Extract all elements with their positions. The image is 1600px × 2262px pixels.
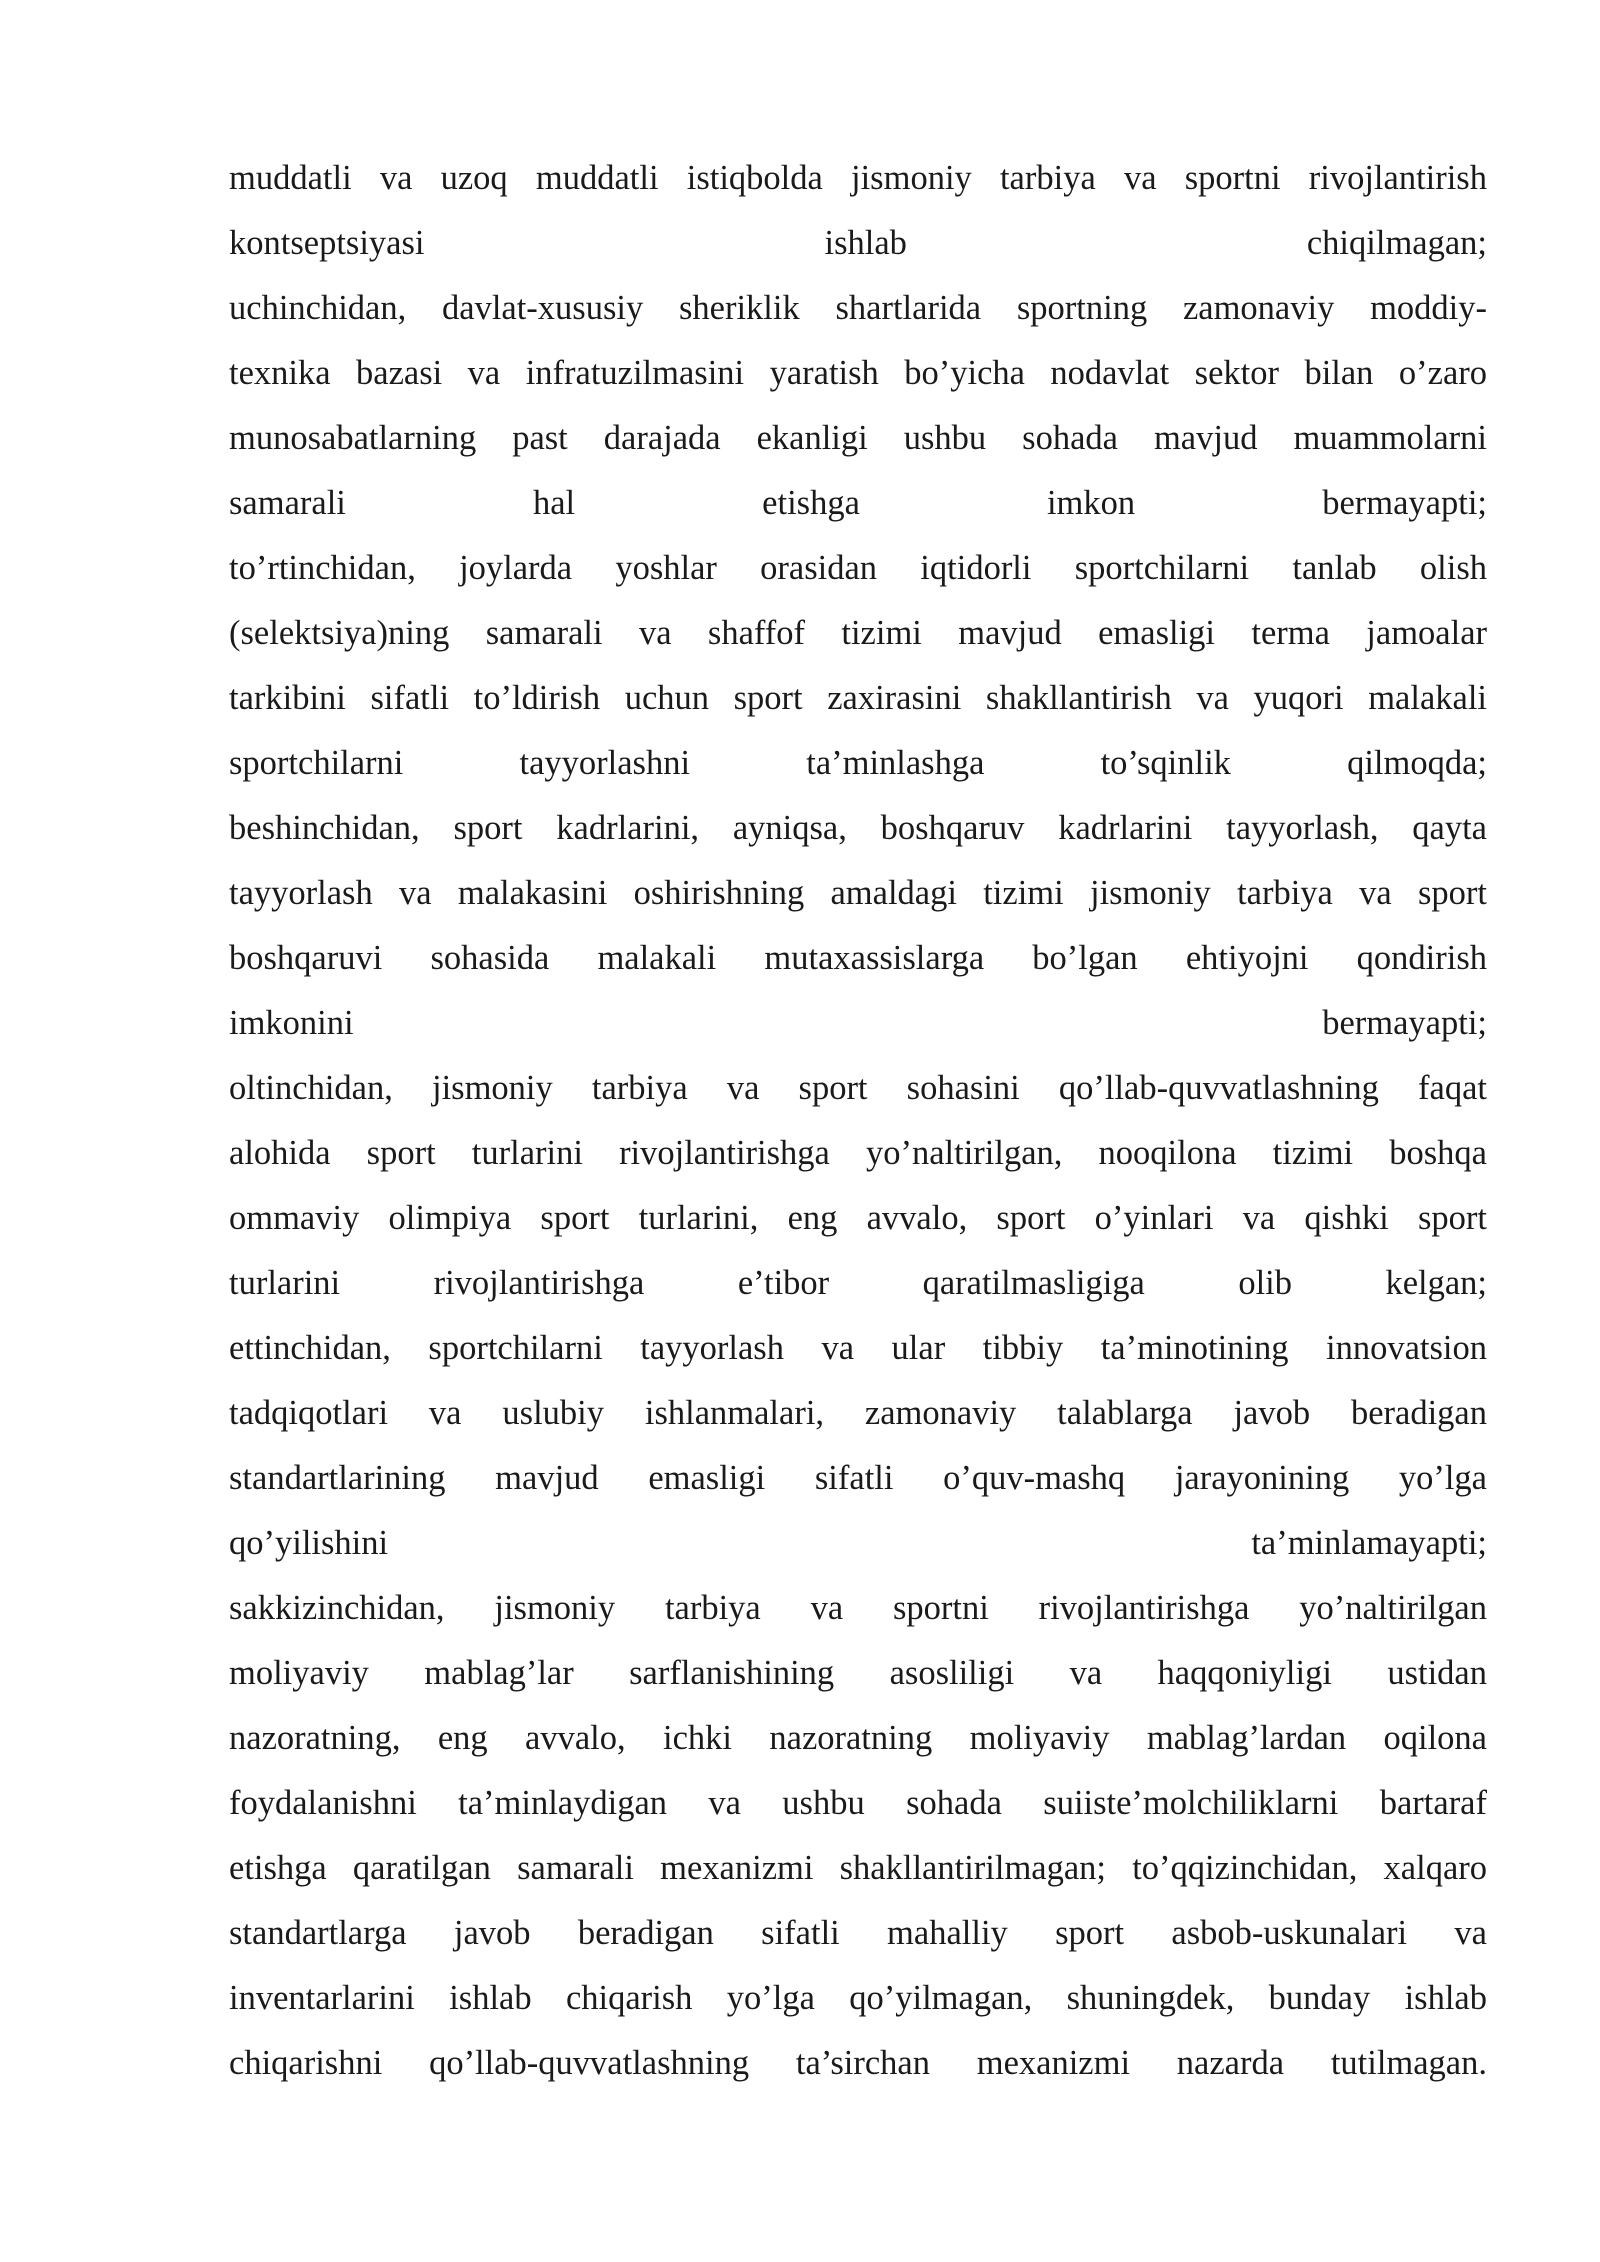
- text-line: turlarini rivojlantirishga e’tibor qaratilmasligiga olib kelgan;: [229, 1264, 1487, 1302]
- text-line: tadqiqotlari va uslubiy ishlanmalari, zamonaviy talablarga javob beradigan: [229, 1394, 1487, 1432]
- text-line: moliyaviy mablag’lar sarflanishining asosliligi va haqqoniyligi ustidan: [229, 1654, 1487, 1692]
- text-line: etishga qaratilgan samarali mexanizmi shakllantirilmagan; to’qqizinchidan, xalqaro: [229, 1849, 1487, 1887]
- text-line: chiqarishni qo’llab-quvvatlashning ta’sirchan mexanizmi nazarda tutilmagan.: [229, 2044, 1487, 2082]
- text-line: oltinchidan, jismoniy tarbiya va sport sohasini qo’llab-quvvatlashning faqat: [229, 1069, 1487, 1107]
- text-line: tarkibini sifatli to’ldirish uchun sport zaxirasini shakllantirish va yuqori malakali: [229, 679, 1487, 717]
- text-line: qo’yilishini ta’minlamayapti;: [229, 1524, 1487, 1562]
- text-line: (selektsiya)ning samarali va shaffof tizimi mavjud emasligi terma jamoalar: [229, 614, 1487, 652]
- text-line: beshinchidan, sport kadrlarini, ayniqsa, boshqaruv kadrlarini tayyorlash, qayta: [229, 809, 1487, 847]
- text-line: nazoratning, eng avvalo, ichki nazoratning moliyaviy mablag’lardan oqilona: [229, 1719, 1487, 1757]
- text-line: samarali hal etishga imkon bermayapti;: [229, 484, 1487, 522]
- body-text: [229, 146, 1487, 2096]
- text-line: kontseptsiyasi ishlab chiqilmagan;: [229, 224, 1487, 262]
- text-line: inventarlarini ishlab chiqarish yo’lga qo’yilmagan, shuningdek, bunday ishlab: [229, 1979, 1487, 2017]
- text-line: boshqaruvi sohasida malakali mutaxassislarga bo’lgan ehtiyojni qondirish: [229, 939, 1487, 977]
- text-line: munosabatlarning past darajada ekanligi ushbu sohada mavjud muammolarni: [229, 419, 1487, 457]
- text-line: standartlarining mavjud emasligi sifatli o’quv-mashq jarayonining yo’lga: [229, 1459, 1487, 1497]
- text-line: ettinchidan, sportchilarni tayyorlash va ular tibbiy ta’minotining innovatsion: [229, 1329, 1487, 1367]
- text-line: sakkizinchidan, jismoniy tarbiya va sportni rivojlantirishga yo’naltirilgan: [229, 1589, 1487, 1627]
- text-line: to’rtinchidan, joylarda yoshlar orasidan iqtidorli sportchilarni tanlab olish: [229, 549, 1487, 587]
- text-line: foydalanishni ta’minlaydigan va ushbu sohada suiiste’molchiliklarni bartaraf: [229, 1784, 1487, 1822]
- text-line: muddatli va uzoq muddatli istiqbolda jismoniy tarbiya va sportni rivojlantirish: [229, 159, 1487, 197]
- text-line: sportchilarni tayyorlashni ta’minlashga to’sqinlik qilmoqda;: [229, 744, 1487, 782]
- text-line: uchinchidan, davlat-xususiy sheriklik shartlarida sportning zamonaviy moddiy-: [229, 289, 1487, 327]
- text-line: texnika bazasi va infratuzilmasini yaratish bo’yicha nodavlat sektor bilan o’zaro: [229, 354, 1487, 392]
- text-line: imkonini bermayapti;: [229, 1004, 1487, 1042]
- text-line: standartlarga javob beradigan sifatli mahalliy sport asbob-uskunalari va: [229, 1914, 1487, 1952]
- text-line: tayyorlash va malakasini oshirishning amaldagi tizimi jismoniy tarbiya va sport: [229, 874, 1487, 912]
- text-line: alohida sport turlarini rivojlantirishga yo’naltirilgan, nooqilona tizimi boshqa: [229, 1134, 1487, 1172]
- text-line: ommaviy olimpiya sport turlarini, eng avvalo, sport o’yinlari va qishki sport: [229, 1199, 1487, 1237]
